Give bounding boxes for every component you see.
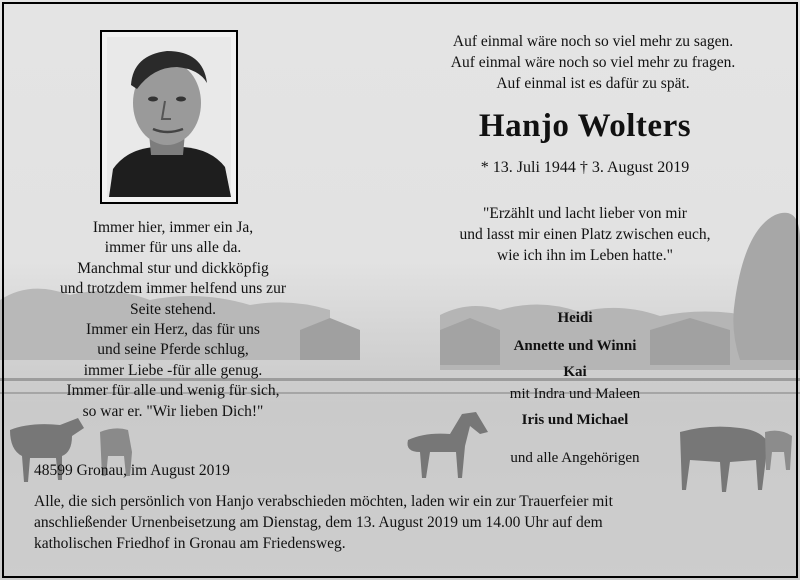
- mourner-name: Iris und Michael: [521, 412, 629, 428]
- info-line: Alle, die sich persönlich von Hanjo verabschieden möchten, laden wir ein zur Trauerfeier mit: [34, 493, 613, 510]
- poem-line: immer Liebe -für alle genug.: [83, 361, 263, 379]
- portrait-figure: [107, 37, 231, 197]
- mourner-name: mit Indra und Maleen: [509, 386, 641, 402]
- poem-line: immer für uns alle da.: [104, 239, 242, 257]
- poem-line: und trotzdem immer helfend uns zur: [60, 280, 286, 298]
- poem-line: Immer ein Herz, das für uns: [86, 321, 260, 339]
- personal-quote: [425, 203, 745, 266]
- quote-line: wie ich ihn im Leben hatte.": [497, 247, 673, 264]
- poem-line: und seine Pferde schlug,: [97, 341, 249, 359]
- memorial-poem: [14, 218, 332, 422]
- poem-line: Manchmal stur und dickköpfig: [77, 259, 269, 277]
- mourner-name: Kai: [563, 364, 587, 380]
- funeral-info: [34, 491, 774, 554]
- place-date-line: 48599 Gronau, im August 2019: [34, 462, 230, 479]
- mourner-name: Heidi: [557, 310, 593, 326]
- poem-line: Immer für alle und wenig für sich,: [66, 382, 280, 400]
- poem-line: so war er. "Wir lieben Dich!": [82, 402, 264, 420]
- portrait-photo: [100, 30, 238, 204]
- opening-verse: [408, 31, 778, 94]
- mourner-name: und alle Angehörigen: [510, 450, 640, 466]
- life-dates: * 13. Juli 1944 † 3. August 2019: [480, 159, 690, 176]
- poem-line: Seite stehend.: [129, 300, 217, 318]
- info-line: katholischen Friedhof in Gronau am Friedensweg.: [34, 535, 346, 552]
- info-line: anschließender Urnenbeisetzung am Dienstag, dem 13. August 2019 um 14.00 Uhr auf dem: [34, 514, 603, 531]
- poem-line: Immer hier, immer ein Ja,: [92, 219, 254, 236]
- quote-line: und lasst mir einen Platz zwischen euch,: [459, 226, 711, 243]
- quote-line: "Erzählt und lacht lieber von mir: [483, 205, 687, 222]
- verse-line: Auf einmal wäre noch so viel mehr zu sagen.: [452, 33, 734, 50]
- deceased-name: Hanjo Wolters: [478, 108, 692, 144]
- verse-line: Auf einmal wäre noch so viel mehr zu fragen.: [450, 54, 736, 71]
- verse-line: Auf einmal ist es dafür zu spät.: [496, 75, 690, 92]
- mourner-name: Annette und Winni: [513, 338, 637, 354]
